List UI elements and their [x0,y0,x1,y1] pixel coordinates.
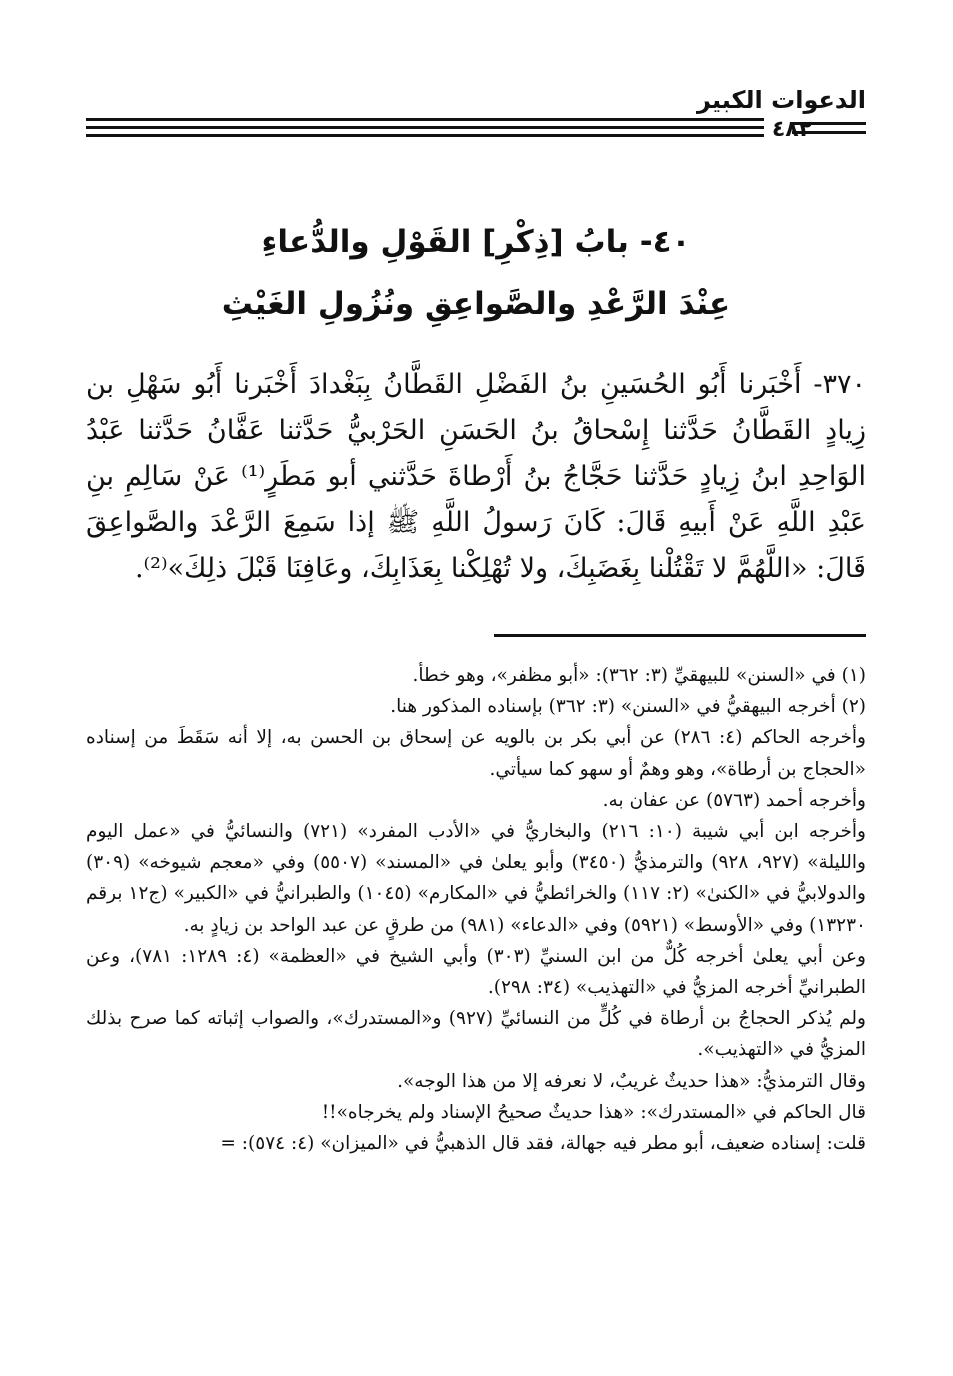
footnote-paragraph: وأخرجه ابن أبي شيبة (١٠: ٢١٦) والبخاريُّ في «الأدب المفرد» (٧٢١) والنسائيُّ في «عمل اليوم والليلة» (٩٢٧، ٩٢٨) والترمذيُّ (٣٤٥٠) وأبو يعلىٰ في «المسند» (٥٥٠٧) وفي «معجم شيوخه» (٣٠٩) والدولابيُّ في «الكنىٰ» (٢: ١١٧) والخرائطيُّ في «المكارم» (١٠٤٥) والطبرانيُّ في «الكبير» (ج١٢ برقم ١٣٢٣٠) وفي «الأوسط» (٥٩٢١) وفي «الدعاء» (٩٨١) من طرقٍ عن عبد الواحد بن زيادٍ به. [86,821,866,936]
header-rule-top [86,118,764,121]
header-rule-bottom [86,134,764,137]
footnote-paragraph: وأخرجه الحاكم (٤: ٢٨٦) عن أبي بكر بن بالويه عن إسحاق بن الحسن به، إلا أنه سَقَطَ من إسناده «الحجاج بن أرطاة»، وهو وهمٌ أو سهو كما سيأتي. [86,727,866,780]
footnote-paragraph: وعن أبي يعلىٰ أخرجه كُلٌّ من ابن السنيِّ (٣٠٣) وأبي الشيخ في «العظمة» (٤: ١٢٨٩: ٧٨١)، وعن الطبرانيِّ أخرجه المزيُّ في «التهذيب» (٣٤: ٢٩٨). [86,945,866,999]
header-rule-middle [86,126,764,129]
footnote-paragraph: قال الحاكم في «المستدرك»: «هذا حديثٌ صحيحُ الإسناد ولم يخرجاه»!! [321,1101,866,1123]
footnote-paragraph: ولم يُذكر الحجاجُ بن أرطاة في كُلٍّ من النسائيِّ (٩٢٧) و«المستدرك»، والصواب إثباته كما صرح بذلك المزيُّ في «التهذيب». [86,1008,866,1061]
running-header-title: الدعوات الكبير [697,86,866,114]
footnote-2: (٢) أخرجه البيهقيُّ في «السنن» (٣: ٣٦٢) بإسناده المذكور هنا. [390,696,866,718]
footnote-paragraph: وأخرجه أحمد (٥٧٦٣) عن عفان به. [602,789,866,811]
footnotes [86,660,866,1159]
chapter-title-line-1: ٤٠- بابُ [ذِكْرِ] القَوْلِ والدُّعاءِ [261,224,691,260]
hadith-text: ٣٧٠- أَخْبَرنا أَبُو الحُسَينِ بنُ الفَضْلِ القَطَّانُ بِبَغْدادَ أَخْبَرنا أَبُو سَهْلِ بن زِيادٍ القَطَّانُ حَدَّثنا إِسْحاقُ بنُ الحَسَنِ الحَرْبيُّ حَدَّثنا عَفَّانُ حَدَّثنا عَبْدُ الوَاحِدِ ابنُ زِيادٍ حَدَّثنا حَجَّاجُ بنُ أَرْطاةَ حَدَّثني أبو مَطَرٍ⁽¹⁾ عَنْ سَالِمِ بنِ عَبْدِ اللَّهِ عَنْ أَبيهِ قَالَ: كَانَ رَسولُ اللَّهِ ﷺ إذا سَمِعَ الرَّعْدَ والصَّواعِقَ قَالَ: «اللَّهُمَّ لا تَقْتُلْنا بِغَضَبِكَ، ولا تُهْلِكْنا بِعَذَابِكَ، وعَافِنَا قَبْلَ ذلِكَ»⁽²⁾. [86,369,866,584]
footnote-divider [494,634,866,637]
footnote-1: (١) في «السنن» للبيهقيِّ (٣: ٣٦٢): «أبو مظفر»، وهو خطأ. [412,665,866,686]
chapter-title-line-2: عِنْدَ الرَّعْدِ والصَّواعِقِ ونُزُولِ الغَيْثِ [221,286,731,322]
footnote-paragraph: وقال الترمذيُّ: «هذا حديثٌ غريبٌ، لا نعرفه إلا من هذا الوجه». [397,1070,866,1092]
page-number: ٤٨٢ [771,117,813,142]
footnote-paragraph: قلت: إسناده ضعيف، أبو مطر فيه جهالة، فقد قال الذهبيُّ في «الميزان» (٤: ٥٧٤): = [220,1133,866,1155]
